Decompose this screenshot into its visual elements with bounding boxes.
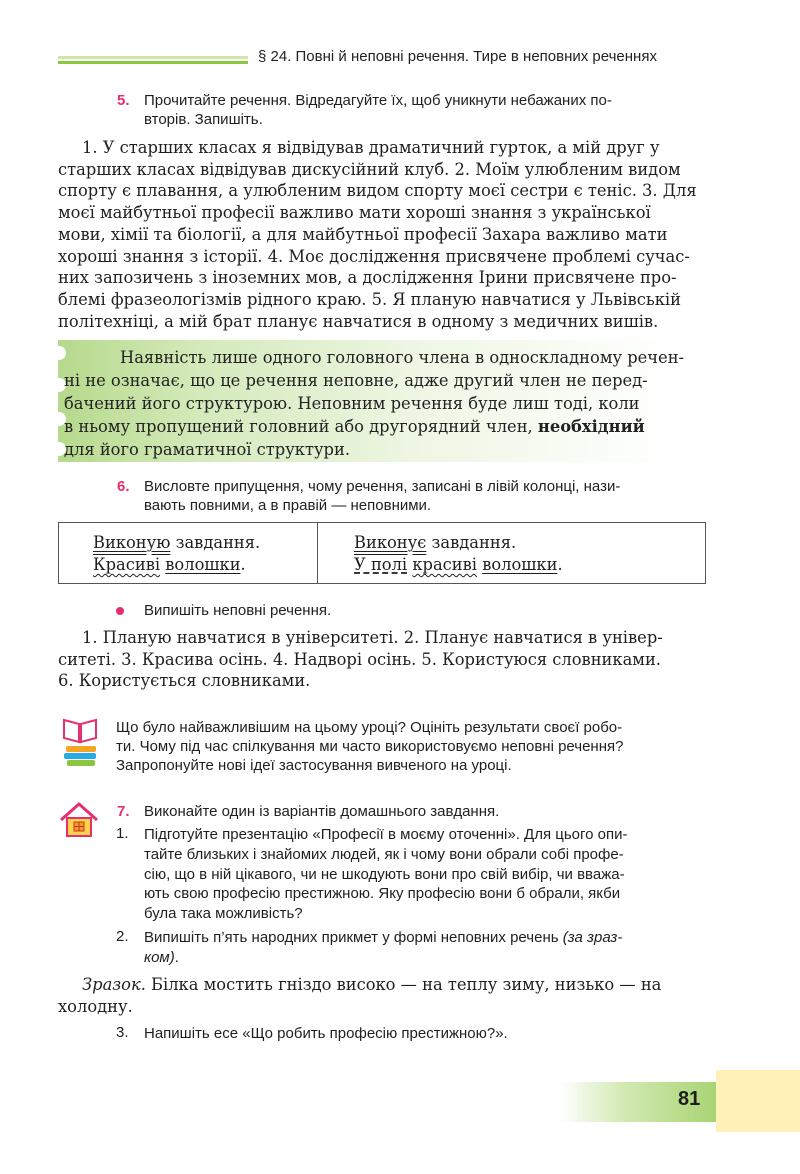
text-line: 1. Планую навчатися в університеті. 2. Планує навчатися в універ-: [82, 628, 663, 647]
plain-word: завдання.: [170, 533, 261, 552]
text-line: моєї майбутньої професії важливо мати хороші знання з української: [58, 203, 651, 223]
option-italic: ком): [144, 948, 175, 966]
predicate-word: Виконує: [354, 533, 427, 552]
punct: .: [240, 555, 246, 574]
table-cell-line: [354, 533, 516, 552]
task-title: Виконайте один із варіантів домашнього завдання.: [144, 803, 500, 820]
task-line: вають повними, а в правій — неповними.: [144, 497, 432, 514]
rule-line-text: в ньому пропущений головний або другорядний член,: [64, 417, 533, 436]
list-number: 3.: [116, 1024, 129, 1041]
reflection-line: ти. Чому під час спілкування ми часто використовуємо неповні речення?: [116, 738, 624, 755]
text-line: ситеті. 3. Красива осінь. 4. Надворі осінь. 5. Користуюся словниками.: [58, 649, 661, 669]
option-line: сію, що в ній цікавого, чи не шкодують вони про свій вибір, чи вважа-: [144, 865, 625, 883]
rule-line: [64, 415, 690, 438]
task-line: Висловте припущення, чому речення, записані в лівій колонці, нази-: [144, 478, 621, 495]
footer-tab: [716, 1070, 800, 1132]
bullet-icon: [116, 607, 124, 615]
task-5-text: [58, 137, 706, 332]
table-column-left: [59, 523, 318, 583]
option-line: Підготуйте презентацію «Професії в моєму оточенні». Для цього опи-: [144, 826, 628, 843]
homework-option-1: [144, 825, 706, 924]
text-line: блемі фразеологізмів рідного краю. 5. Я планую навчатися у Львівській: [58, 289, 681, 309]
task-6-text: [58, 627, 706, 692]
text-line: 1. У старших класах я відвідував драматичний гурток, а мій друг у: [82, 138, 660, 157]
rule-bold-word: необхідний: [537, 417, 645, 436]
task-number: 6.: [117, 478, 130, 495]
running-head: § 24. Повні й неповні речення. Тире в неповних реченнях: [258, 48, 657, 65]
list-number: 1.: [116, 825, 129, 842]
table-cell-line: [93, 555, 246, 574]
example-table: [58, 522, 706, 584]
task-5-instruction: [117, 91, 706, 129]
example-label: Зразок: [82, 975, 141, 994]
rule-text: [64, 346, 690, 461]
table-column-right: [318, 523, 705, 583]
reflection-line: Запропонуйте нові ідеї застосування вивченого на уроці.: [116, 757, 512, 774]
bullet-instruction: Випишіть неповні речення.: [144, 602, 332, 619]
task-number: 7.: [117, 803, 130, 820]
text-line: мови, хімії та біології, а для майбутньої професії Захара важливо мати: [58, 224, 668, 244]
punct: .: [557, 555, 563, 574]
option-line: [144, 948, 706, 968]
subject-word: волошки: [482, 555, 558, 574]
task-6-instruction: [117, 477, 706, 515]
homework-option-3: Напишіть есе «Що робить професію престижною?».: [144, 1025, 508, 1042]
task-7-instruction: [117, 802, 500, 821]
option-line: тайте близьких і знайомих людей, як і чому вони обрали собі профе-: [144, 845, 624, 863]
option-line: була така можливість?: [144, 905, 303, 923]
rule-line: Наявність лише одного головного члена в односкладному речен-: [120, 348, 685, 367]
example-sentence: [58, 974, 706, 1017]
page-number: 81: [678, 1088, 701, 1110]
task-line: вторів. Запишіть.: [144, 111, 263, 128]
predicate-word: Виконую: [93, 533, 171, 552]
punct: .: [174, 948, 179, 966]
list-number: 2.: [116, 928, 129, 945]
task-number: 5.: [117, 92, 130, 109]
table-cell-line: [93, 533, 260, 552]
homework-option-2: [144, 928, 706, 968]
text-line: них запозичень з іноземних мов, а дослідження Ірини присвячене про-: [58, 268, 677, 288]
text-line: хороші знання з історії. 4. Моє дослідження присвячене проблемі сучас-: [58, 246, 690, 266]
rule-line: бачений його структурою. Неповним речення буде лиш тоді, коли: [64, 394, 640, 413]
subject-word: волошки: [165, 555, 241, 574]
table-cell-line: [354, 555, 563, 574]
option-italic: (за зраз-: [562, 929, 623, 946]
attribute-word: Красиві: [93, 555, 161, 574]
text-line: спорту є плавання, а улюбленим видом спорту моєї сестри є теніс. 3. Для: [58, 181, 697, 201]
rule-line: для його граматичної структури.: [64, 440, 351, 459]
option-text: Випишіть п’ять народних прикмет у формі неповних речень: [144, 929, 563, 946]
text-line: [58, 974, 706, 996]
text-line: холодну.: [58, 996, 133, 1016]
attribute-word: красиві: [412, 555, 477, 574]
reflection-line: Що було найважливішим на цьому уроці? Оцініть результати своєї робо-: [116, 719, 623, 736]
house-icon: [58, 800, 100, 838]
header-decoration-bar: [58, 56, 248, 66]
plain-word: завдання.: [426, 533, 517, 552]
text-line: старших класах відвідував дискусійний клуб. 2. Моїм улюбленим видом: [58, 159, 681, 179]
option-line: [144, 928, 706, 948]
reflection-text: [116, 718, 706, 775]
task-line: Прочитайте речення. Відредагуйте їх, щоб уникнути небажаних по-: [144, 92, 612, 109]
option-line: ють свою професію престижною. Яку професію вони б обрали, якби: [144, 885, 621, 903]
example-text: . Білка мостить гніздо високо — на теплу зиму, низько — на: [140, 975, 662, 994]
rule-line: ні не означає, що це речення неповне, адже другий член не перед-: [64, 371, 648, 390]
text-line: політехніці, а мій брат планує навчатися в одному з медичних вишів.: [58, 311, 659, 331]
adverbial-word: У полі: [354, 555, 408, 574]
text-line: 6. Користується словниками.: [58, 671, 311, 691]
books-icon: [60, 716, 100, 770]
